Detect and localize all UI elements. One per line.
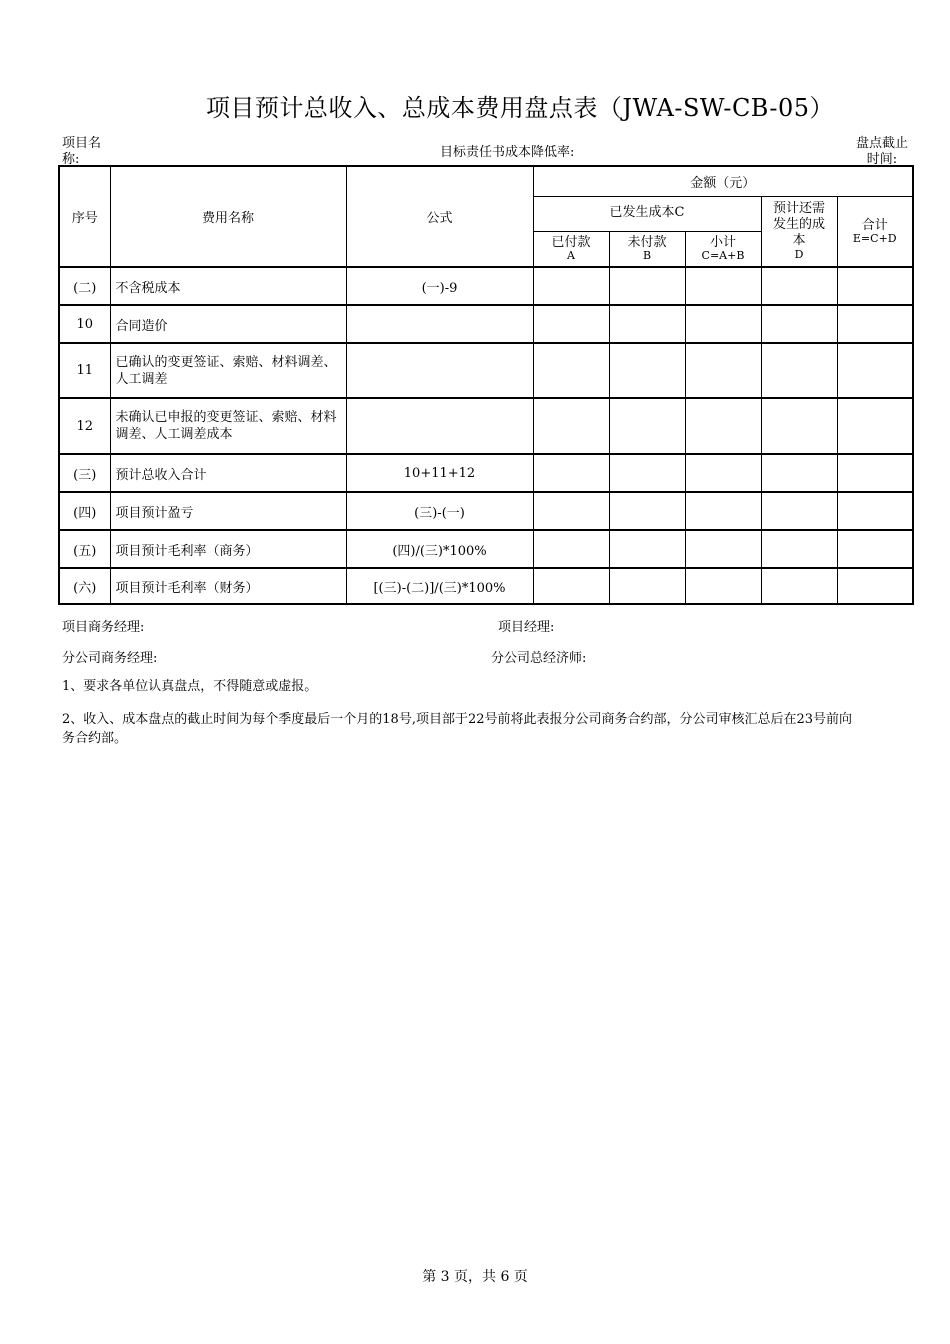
cell-total[interactable]	[837, 454, 913, 492]
cell-unpaid[interactable]	[609, 492, 685, 530]
note-2	[62, 710, 950, 748]
cell-paid[interactable]	[533, 454, 609, 492]
page-number: 第 3 页，共 6 页	[422, 1269, 528, 1285]
cell-subtotal[interactable]	[685, 343, 761, 398]
row-seq: (五)	[59, 530, 110, 568]
cell-unpaid[interactable]	[609, 568, 685, 604]
col-header-total	[837, 196, 913, 267]
row-seq: (四)	[59, 492, 110, 530]
col-header-name: 费用名称	[110, 166, 346, 267]
row-name: 项目预计毛利率（商务）	[110, 530, 346, 568]
cell-paid[interactable]	[533, 530, 609, 568]
cell-paid[interactable]	[533, 398, 609, 454]
cell-expected[interactable]	[761, 492, 837, 530]
cell-paid[interactable]	[533, 568, 609, 604]
cutoff-time-label	[850, 136, 914, 168]
target-rate-label: 目标责任书成本降低率:	[440, 145, 575, 160]
note-2-line2: 务合约部。	[62, 731, 128, 746]
row-name: 合同造价	[110, 305, 346, 343]
row-formula: (四)/(三)*100%	[346, 530, 533, 568]
cell-paid[interactable]	[533, 305, 609, 343]
cell-subtotal[interactable]	[685, 492, 761, 530]
row-formula: (一)-9	[346, 267, 533, 305]
col-header-incurred: 已发生成本C	[533, 196, 761, 231]
cell-paid[interactable]	[533, 492, 609, 530]
row-name: 未确认已申报的变更签证、索赔、材料调差、人工调差成本	[110, 398, 346, 454]
project-name-label	[62, 136, 101, 168]
cell-total[interactable]	[837, 568, 913, 604]
row-seq: 10	[59, 305, 110, 343]
cell-expected[interactable]	[761, 568, 837, 604]
col-header-subtotal-sub: C=A+B	[701, 249, 745, 263]
cell-subtotal[interactable]	[685, 530, 761, 568]
table-row	[59, 398, 913, 454]
cell-total[interactable]	[837, 343, 913, 398]
row-name: 预计总收入合计	[110, 454, 346, 492]
row-seq: (六)	[59, 568, 110, 604]
branch-biz-manager-label: 分公司商务经理:	[62, 651, 158, 666]
cell-subtotal[interactable]	[685, 568, 761, 604]
row-formula	[346, 343, 533, 398]
row-name: 不含税成本	[110, 267, 346, 305]
cell-subtotal[interactable]	[685, 267, 761, 305]
project-manager-label: 项目经理:	[498, 620, 555, 635]
row-formula	[346, 398, 533, 454]
col-header-expected-sub: D	[794, 248, 804, 262]
col-header-total-sub: E=C+D	[852, 231, 897, 245]
cell-total[interactable]	[837, 267, 913, 305]
cell-expected[interactable]	[761, 343, 837, 398]
table-row	[59, 305, 913, 343]
col-header-paid	[533, 231, 609, 267]
note-2-line1: 2、收入、成本盘点的截止时间为每个季度最后一个月的18号,项目部于22号前将此表报分公司商务合约部，分公司审核汇总后在23号前向	[62, 712, 853, 727]
col-header-subtotal	[685, 231, 761, 267]
cell-expected[interactable]	[761, 398, 837, 454]
cell-total[interactable]	[837, 398, 913, 454]
cell-subtotal[interactable]	[685, 454, 761, 492]
cutoff-label-line2: 时间:	[866, 152, 898, 167]
row-name: 项目预计毛利率（财务）	[110, 568, 346, 604]
cutoff-label-line1: 盘点截止	[855, 136, 908, 151]
table-row	[59, 267, 913, 305]
table-row	[59, 492, 913, 530]
cell-unpaid[interactable]	[609, 398, 685, 454]
cell-total[interactable]	[837, 530, 913, 568]
row-seq: 11	[59, 343, 110, 398]
table-row	[59, 343, 913, 398]
project-name-label-line1: 项目名	[62, 136, 102, 151]
row-name: 已确认的变更签证、索赔、材料调差、人工调差	[110, 343, 346, 398]
cost-inventory-table	[58, 165, 914, 605]
cell-total[interactable]	[837, 305, 913, 343]
row-formula	[346, 305, 533, 343]
cell-paid[interactable]	[533, 343, 609, 398]
col-header-total-label: 合计	[861, 217, 888, 233]
col-header-paid-label: 已付款	[551, 235, 591, 251]
col-header-subtotal-label: 小计	[709, 235, 736, 251]
col-header-unpaid-label: 未付款	[627, 235, 667, 251]
cell-total[interactable]	[837, 492, 913, 530]
col-header-expected-label: 预计还需发生的成本	[772, 201, 825, 249]
branch-chief-economist-label: 分公司总经济师:	[491, 651, 587, 666]
col-header-formula: 公式	[346, 166, 533, 267]
table-row	[59, 530, 913, 568]
cell-expected[interactable]	[761, 267, 837, 305]
cell-subtotal[interactable]	[685, 398, 761, 454]
cell-unpaid[interactable]	[609, 530, 685, 568]
project-biz-manager-label: 项目商务经理:	[62, 620, 145, 635]
row-formula: [(三)-(二)]/(三)*100%	[346, 568, 533, 604]
cell-expected[interactable]	[761, 305, 837, 343]
table-row	[59, 454, 913, 492]
row-name: 项目预计盈亏	[110, 492, 346, 530]
cell-unpaid[interactable]	[609, 305, 685, 343]
project-name-label-line2: 称:	[62, 152, 80, 167]
row-formula: 10+11+12	[346, 454, 533, 492]
cell-unpaid[interactable]	[609, 267, 685, 305]
note-1: 1、要求各单位认真盘点，不得随意或虚报。	[62, 679, 318, 694]
col-header-seq: 序号	[59, 166, 110, 267]
cell-expected[interactable]	[761, 530, 837, 568]
col-header-expected	[761, 196, 837, 267]
cell-subtotal[interactable]	[685, 305, 761, 343]
col-header-amount: 金额（元）	[533, 166, 913, 196]
row-seq: (二)	[59, 267, 110, 305]
cell-paid[interactable]	[533, 267, 609, 305]
row-seq: 12	[59, 398, 110, 454]
col-header-unpaid-sub: B	[642, 249, 652, 263]
row-seq: (三)	[59, 454, 110, 492]
col-header-paid-sub: A	[567, 249, 575, 263]
table-row	[59, 568, 913, 604]
row-formula: (三)-(一)	[346, 492, 533, 530]
cell-expected[interactable]	[761, 454, 837, 492]
cell-unpaid[interactable]	[609, 343, 685, 398]
page-title: 项目预计总收入、总成本费用盘点表（JWA-SW-CB-05）	[205, 94, 835, 122]
cell-unpaid[interactable]	[609, 454, 685, 492]
col-header-unpaid	[609, 231, 685, 267]
